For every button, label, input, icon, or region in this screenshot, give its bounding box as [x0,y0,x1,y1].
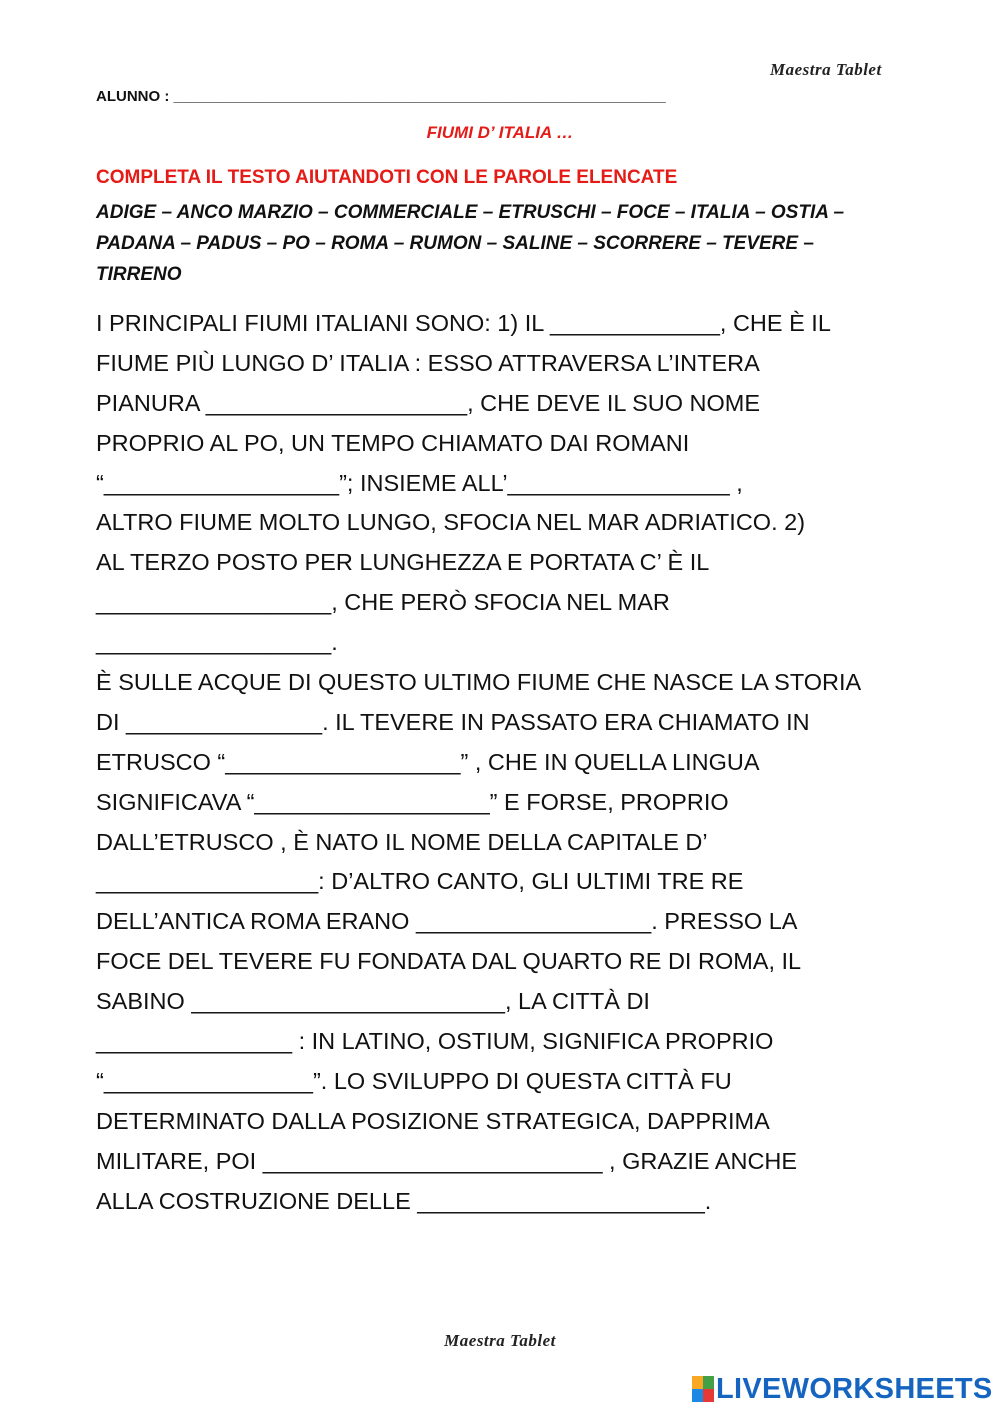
text-line: PIANURA ____________________, CHE DEVE IL SUO NOME [96,389,761,416]
page-title: FIUMI D’ ITALIA … [426,123,574,142]
text-line: “________________”. LO SVILUPPO DI QUESTA CITTÀ FU [96,1067,732,1094]
liveworksheets-wordmark: LIVEWORKSHEETS [716,1372,993,1405]
word-bank-line: TIRRENO [96,264,182,285]
text-line: ALLA COSTRUZIONE DELLE ______________________. [96,1187,712,1214]
word-bank [96,197,886,290]
text-line: DALL’ETRUSCO , È NATO IL NOME DELLA CAPITALE D’ [96,828,708,855]
student-name-field: ALUNNO : ___________________________________________________________ [96,88,666,105]
text-line: AL TERZO POSTO PER LUNGHEZZA E PORTATA C’ È IL [96,549,710,576]
liveworksheets-logo[interactable] [692,1372,993,1406]
word-bank-line: ADIGE – ANCO MARZIO – COMMERCIALE – ETRUSCHI – FOCE – ITALIA – OSTIA – [96,202,845,223]
brand-footer: Maestra Tablet [444,1331,556,1350]
text-line: SABINO ________________________, LA CITTÀ DI [96,988,650,1015]
text-line: SIGNIFICAVA “__________________” E FORSE, PROPRIO [96,788,729,815]
text-line: DI _______________. IL TEVERE IN PASSATO ERA CHIAMATO IN [96,708,810,735]
text-line: MILITARE, POI __________________________ , GRAZIE ANCHE [96,1147,798,1174]
text-line: __________________. [96,629,338,656]
logo-square [692,1389,703,1402]
text-line: FIUME PIÙ LUNGO D’ ITALIA : ESSO ATTRAVERSA L’INTERA [96,349,760,376]
logo-square [703,1376,714,1389]
text-line: PROPRIO AL PO, UN TEMPO CHIAMATO DAI ROMANI [96,429,690,456]
text-line: _________________: D’ALTRO CANTO, GLI ULTIMI TRE RE [96,868,744,895]
text-line: È SULLE ACQUE DI QUESTO ULTIMO FIUME CHE NASCE LA STORIA [96,669,862,696]
text-line: DETERMINATO DALLA POSIZIONE STRATEGICA, DAPPRIMA [96,1107,770,1134]
liveworksheets-icon [692,1376,714,1402]
text-line: DELL’ANTICA ROMA ERANO __________________. PRESSO LA [96,908,798,935]
text-line: ETRUSCO “__________________” , CHE IN QUELLA LINGUA [96,748,760,775]
text-line: I PRINCIPALI FIUMI ITALIANI SONO: 1) IL _____________, CHE È IL [96,310,831,336]
instruction: COMPLETA IL TESTO AIUTANDOTI CON LE PAROLE ELENCATE [96,167,678,188]
logo-square [703,1389,714,1402]
text-line: _______________ : IN LATINO, OSTIUM, SIGNIFICA PROPRIO [96,1028,774,1055]
text-line: FOCE DEL TEVERE FU FONDATA DAL QUARTO RE DI ROMA, IL [96,948,802,975]
word-bank-line: PADANA – PADUS – PO – ROMA – RUMON – SALINE – SCORRERE – TEVERE – [96,233,814,254]
text-line: __________________, CHE PERÒ SFOCIA NEL MAR [96,589,670,616]
text-line: “__________________”; INSIEME ALL’_________________ , [96,469,743,496]
brand-header: Maestra Tablet [770,60,882,79]
text-line: ALTRO FIUME MOLTO LUNGO, SFOCIA NEL MAR ADRIATICO. 2) [96,509,806,536]
logo-square [692,1376,703,1389]
fill-in-text [96,304,926,1221]
